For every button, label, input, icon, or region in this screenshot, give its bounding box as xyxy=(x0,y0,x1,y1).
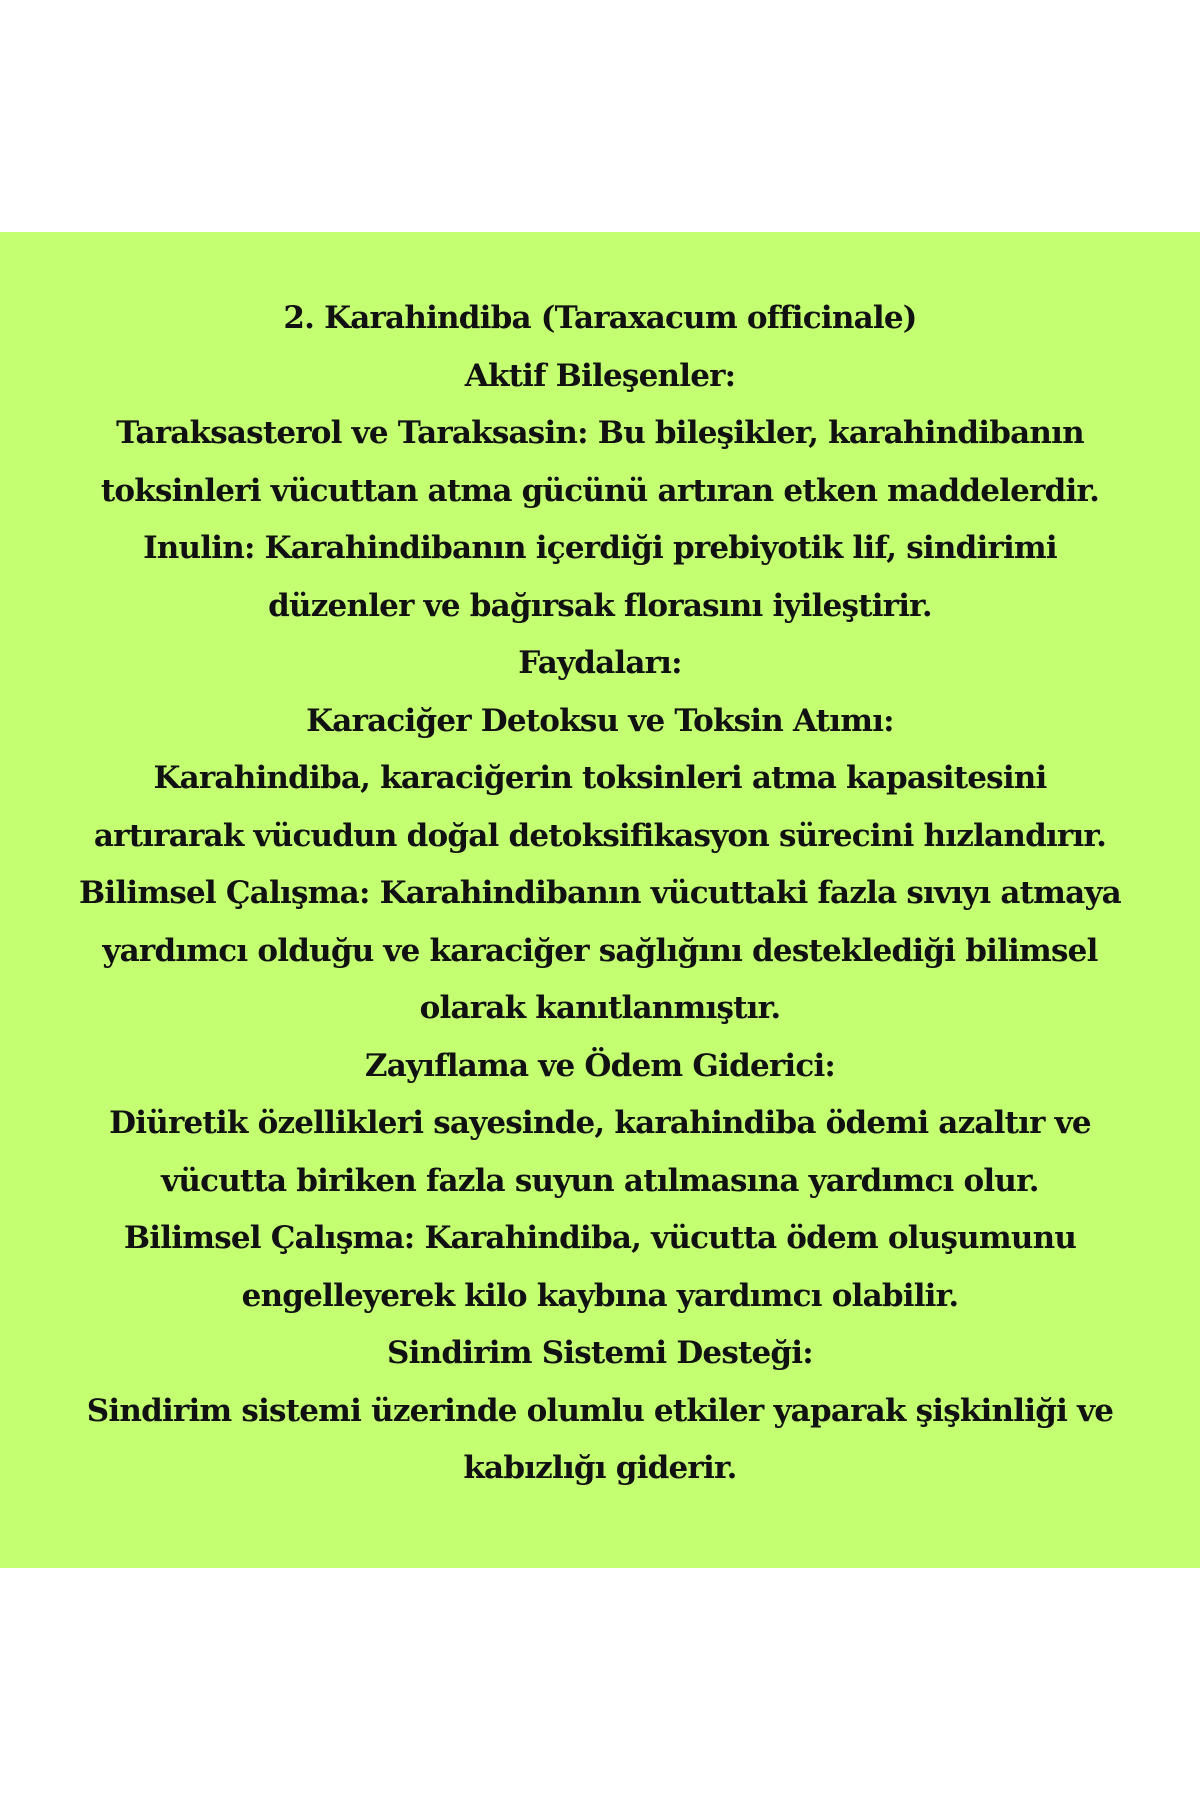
subheading-digestive-support: Sindirim Sistemi Desteği: xyxy=(387,1335,813,1371)
text-line: toksinleri vücuttan atma gücünü artıran etken maddelerdir. xyxy=(100,472,1100,509)
text-line: Bilimsel Çalışma: Karahindibanın vücuttaki fazla sıvıyı atmaya xyxy=(79,875,1121,911)
subheading-weight-loss: Zayıflama ve Ödem Giderici: xyxy=(364,1047,836,1084)
heading-active-compounds: Aktif Bileşenler: xyxy=(464,357,736,394)
text-block xyxy=(0,290,1200,1498)
subheading-liver-detox: Karaciğer Detoksu ve Toksin Atımı: xyxy=(306,702,894,739)
text-line: engelleyerek kilo kaybına yardımcı olabilir. xyxy=(241,1277,959,1314)
text-line: Diüretik özellikleri sayesinde, karahindiba ödemi azaltır ve xyxy=(109,1105,1091,1141)
text-line: olarak kanıtlanmıştır. xyxy=(419,990,781,1026)
text-line: düzenler ve bağırsak florasını iyileştirir. xyxy=(268,587,932,624)
title-line: 2. Karahindiba (Taraxacum officinale) xyxy=(283,300,917,336)
text-line: Bilimsel Çalışma: Karahindiba, vücutta ödem oluşumunu xyxy=(123,1220,1077,1256)
text-line: artırarak vücudun doğal detoksifikasyon sürecini hızlandırır. xyxy=(93,817,1107,854)
text-line: Sindirim sistemi üzerinde olumlu etkiler yaparak şişkinliği ve xyxy=(86,1392,1114,1429)
text-line: yardımcı olduğu ve karaciğer sağlığını desteklediği bilimsel xyxy=(102,932,1098,969)
text-line: Taraksasterol ve Taraksasin: Bu bileşikler, karahindibanın xyxy=(116,415,1084,451)
content-panel xyxy=(0,232,1200,1568)
text-line: kabızlığı giderir. xyxy=(463,1450,737,1486)
text-line: vücutta biriken fazla suyun atılmasına yardımcı olur. xyxy=(161,1162,1039,1199)
heading-benefits: Faydaları: xyxy=(518,645,682,681)
text-line: Karahindiba, karaciğerin toksinleri atma kapasitesini xyxy=(153,760,1047,796)
text-line: Inulin: Karahindibanın içerdiği prebiyotik lif, sindirimi xyxy=(143,530,1057,566)
